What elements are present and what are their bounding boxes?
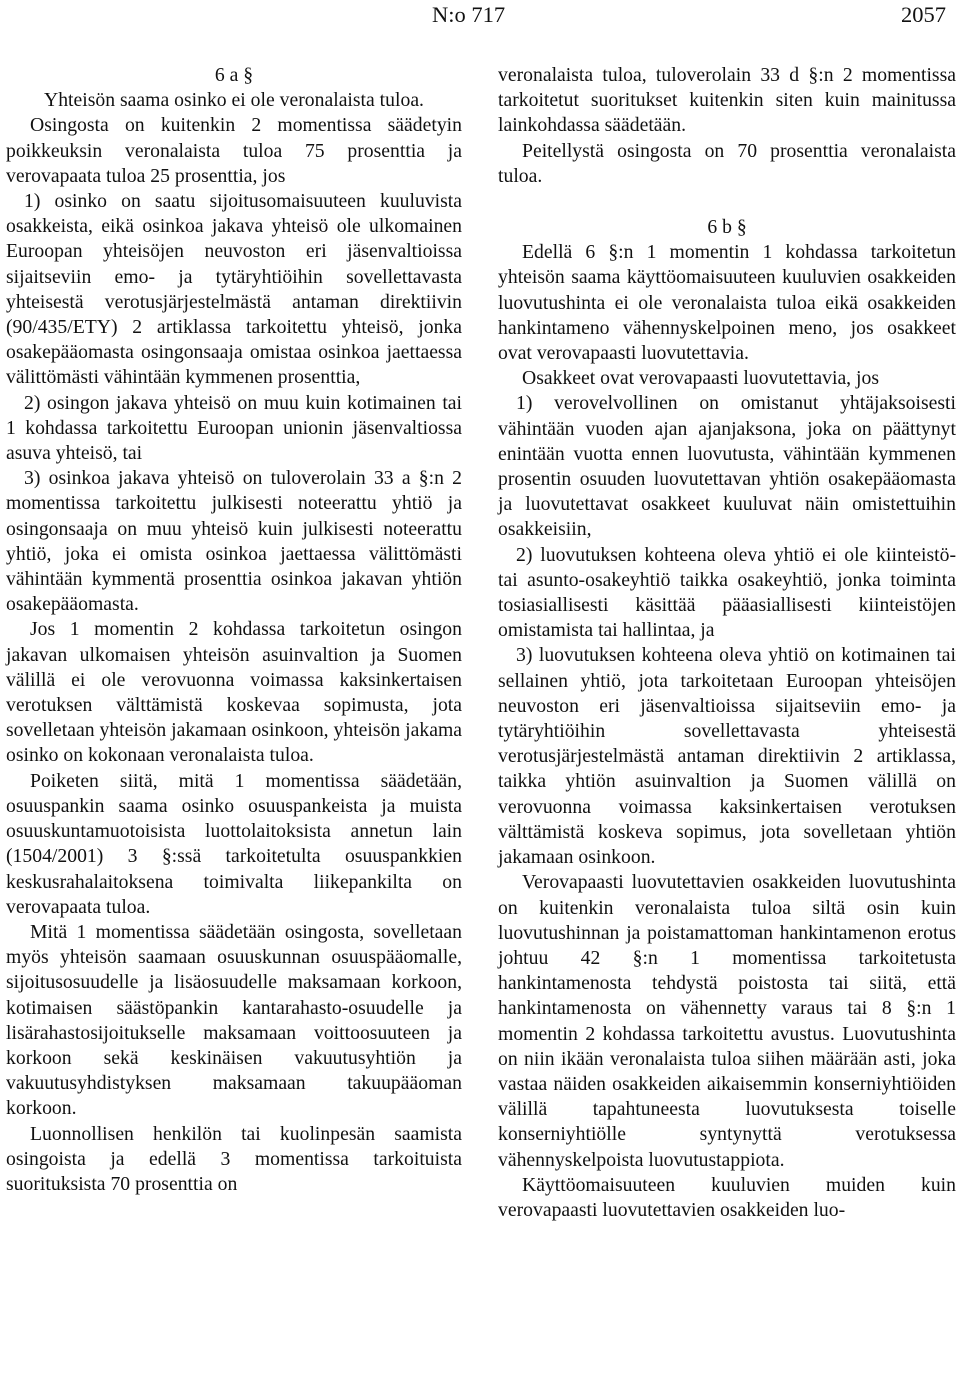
paragraph: Poiketen siitä, mitä 1 momentissa säädetään, osuuspankin saama osinko osuuspankeista ja muista osuuskuntamuotoisista luottolaitoksista annetun lain (1504/2001) 3 §:ssä tarkoitetulta osuuspankkien keskusrahalaitoksena toimivalta liikepankilta on verovapaata tuloa. [6, 769, 462, 918]
section-title: Yhteisön saama osinko ei ole veronalaista tuloa. [44, 89, 424, 112]
list-item: 2) osingon jakava yhteisö on muu kuin kotimainen tai 1 kohdassa tarkoitettu Euroopan unionin jäsenvaltiossa asuva yhteisö, tai [6, 391, 462, 465]
list-item: 3) osinkoa jakava yhteisö on tuloverolain 33 a §:n 2 momentissa tarkoitettu julkisesti noteerattu yhtiö ja osingonsaaja on muu yhteisö kuin julkisesti noteerattu yhtiö, joka ei omista osinkoa jaettaessa välittömästi vähintään kymmentä prosenttia osinkoa jakavan yhtiön osakepääomasta. [6, 467, 462, 616]
list-item: 2) luovutuksen kohteena oleva yhtiö ei ole kiinteistö- tai asunto-osakeyhtiö taikka osakeyhtiö, jonka toiminta tosiasiallisesti käsittää pääasiallisesti kiinteistöjen omistamista tai hallintaa, ja [498, 543, 956, 642]
paragraph-continuation: veronalaista tuloa, tuloverolain 33 d §:n 2 momentissa tarkoitetut suoritukset kuitenkin siten kuin mainitussa lainkohdassa säädetään. [498, 64, 956, 137]
paragraph: Jos 1 momentin 2 kohdassa tarkoitetun osingon jakavan ulkomaisen yhteisön asuinvaltion ja Suomen välillä ei ole verovuonna voimassa kaksinkertaisen verotuksen välttämistä koskevaa sopimusta, jota sovelletaan yhteisön jakamaan osinkoon, yhteisön jakama osinko on kokonaan veronalaista tuloa. [6, 618, 462, 767]
left-column [6, 63, 462, 1197]
page-number: 2057 [901, 2, 946, 27]
publication-number: N:o 717 [432, 2, 506, 27]
list-item: 1) osinko on saatu sijoitusomaisuuteen kuuluvista osakkeista, eikä osinkoa jakava yhteisö ole ulkomainen Euroopan yhteisöjen neuvoston eri jäsenvaltioissa sijaitseviin emo- ja tytäryhtiöihin sovellettavasta yhteisestä verotusjärjestelmästä antaman direktiivin (90/435/ETY) 2 artiklassa tarkoitettu yhteisö, jonka osakepääomasta osingonsaaja omistaa osinkoa jaettaessa välittömästi vähintään kymmenen prosenttia, [6, 190, 462, 389]
section-heading: 6 b § [707, 216, 747, 239]
paragraph: Osingosta on kuitenkin 2 momentissa säädetyin poikkeuksin veronalaista tuloa 75 prosenttia ja verovapaata tuloa 25 prosenttia, jos [6, 114, 462, 187]
paragraph: Luonnollisen henkilön tai kuolinpesän saamista osingoista ja edellä 3 momentissa tarkoituista suorituksista 70 prosenttia on [6, 1122, 462, 1195]
right-column [498, 63, 956, 1223]
paragraph: Verovapaasti luovutettavien osakkeiden luovutushinta on kuitenkin veronalaista tuloa siltä osin kuin luovutushinnan ja poistamattoman hankintamenon erotus johtuu 42 §:n 1 momentissa tarkoitetusta hankintamenosta tehdystä poistosta tai siitä, että hankintamenosta on vähennetty varaus tai 8 §:n 1 momentin 2 kohdassa tarkoitettu avustus. Luovutushinta on niin ikään veronalaista tuloa siihen määrään asti, joka vastaa näiden osakkeiden aikaisemmin konserniyhtiöiden välillä tapahtuneesta luovutuksesta toiselle konserniyhtiölle syntynyttä verotuksessa vähennyskelpoista luovutustappiota. [498, 871, 956, 1171]
page-header [0, 0, 960, 40]
list-item: 3) luovutuksen kohteena oleva yhtiö on kotimainen tai sellainen yhtiö, jota tarkoitetaan Euroopan yhteisöjen neuvoston eri jäsenvaltioissa sijaitseviin emo- ja tytäryhtiöihin sovellettavasta yhteisestä verotusjärjestelmästä antaman direktiivin 2 artiklassa, taikka yhtiön asuinvaltion ja Suomen välillä on verovuonna voimassa kaksinkertaisen verotuksen välttämistä koskeva sopimus, jota sovelletaan yhtiön jakamaan osinkoon. [498, 644, 956, 869]
paragraph: Mitä 1 momentissa säädetään osingosta, sovelletaan myös yhteisön saamaan osuuskunnan osuuspääomalle, sijoitusosuudelle ja lisäosuudelle maksamaan korkoon, kotimaisen säästöpankin kantarahasto-osuudelle ja lisärahastosijoitukselle maksamaan voittoosuuteen ja korkoon sekä keskinäisen vakuutusyhtiön ja vakuutusyhdistyksen maksamaan takuupääoman korkoon. [6, 920, 462, 1120]
paragraph: Osakkeet ovat verovapaasti luovutettavia, jos [522, 367, 879, 390]
paragraph: Käyttöomaisuuteen kuuluvien muiden kuin verovapaasti luovutettavien osakkeiden luo- [498, 1173, 956, 1221]
list-item: 1) verovelvollinen on omistanut yhtäjaksoisesti vähintään vuoden ajan ajanjaksona, joka on päättynyt enintään vuotta ennen luovutusta, vähintään kymmenen prosentin osuuden luovutettavan yhtiön osakepääomasta ja luovutettavat osakkeet kuuluvat näin omistettuihin osakkeisiin, [498, 392, 956, 541]
paragraph: Edellä 6 §:n 1 momentin 1 kohdassa tarkoitetun yhteisön saama käyttöomaisuuteen kuuluvien osakkeiden luovutushinta ei ole veronalaista tuloa eikä osakkeiden hankintameno vähennyskelpoinen meno, jos osakkeet ovat verovapaasti luovutettavia. [498, 241, 956, 365]
paragraph: Peitellystä osingosta on 70 prosenttia veronalaista tuloa. [498, 139, 956, 187]
section-heading: 6 a § [214, 64, 254, 86]
